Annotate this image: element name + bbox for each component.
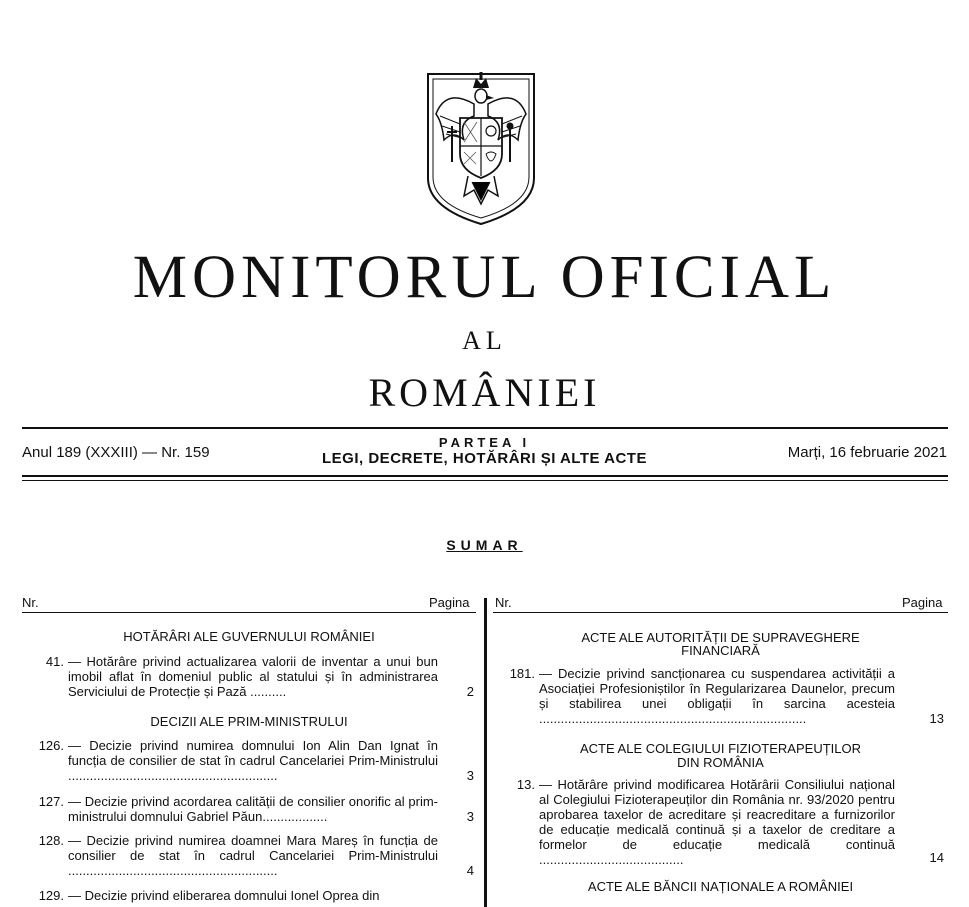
- entry-text: — Hotărâre privind modificarea Hotărârii Consiliului național al Colegiului Fizioterapeuților din România nr. 93/2020 pentru aprobarea taxelor de acreditare și reacreditare a furnizorilor de educație medicală continuă și a taxelor de creditare a formelor de educație medicală continuă ........................................: [539, 777, 895, 867]
- entry-number: 13.: [516, 777, 535, 792]
- entry-text: — Decizie privind numirea doamnei Mara Mareș în funcția de consilier de stat în cadrul Cancelariei Prim-Ministrului ..........................................................: [68, 833, 438, 878]
- list-item: [22, 738, 476, 788]
- section-heading-line2: FINANCIARĂ: [681, 643, 760, 658]
- header-rule-bottom-1: [22, 475, 948, 477]
- left-header-rule: [22, 612, 476, 613]
- summary-title: SUMAR: [446, 537, 523, 553]
- left-col-pagina-header: Pagina: [429, 595, 470, 610]
- issue-number: Anul 189 (XXXIII) — Nr. 159: [22, 444, 210, 461]
- entry-page: 13: [929, 711, 944, 726]
- romania-coat-of-arms-icon: [424, 70, 538, 226]
- list-item: [22, 888, 476, 903]
- title-al: AL: [462, 326, 507, 355]
- right-col-pagina-header: Pagina: [902, 595, 943, 610]
- entry-text: — Hotărâre privind actualizarea valorii de inventar a unui bun imobil aflat în domeniul public al statului și în administrarea Serviciului de Protecție și Pază ..........: [68, 654, 438, 699]
- entry-number: 127.: [38, 794, 64, 809]
- column-divider: [484, 598, 487, 907]
- entry-page: 14: [929, 850, 944, 865]
- section-heading: HOTĂRÂRI ALE GUVERNULUI ROMÂNIEI: [123, 629, 375, 644]
- header-rule-bottom-2: [22, 480, 948, 481]
- entry-text: — Decizie privind eliberarea domnului Ionel Oprea din: [68, 888, 380, 903]
- section-heading: ACTE ALE BĂNCII NAȚIONALE A ROMÂNIEI: [587, 879, 854, 894]
- list-item: [22, 654, 476, 704]
- entry-page: 3: [466, 768, 474, 783]
- list-item: [22, 833, 476, 883]
- entry-page: 4: [466, 863, 474, 878]
- entry-number: 126.: [38, 738, 64, 753]
- entry-page: 2: [466, 684, 474, 699]
- entry-text: — Decizie privind acordarea calității de consilier onorific al prim-ministrului domnului Gabriel Păun..................: [68, 794, 438, 824]
- title-romaniei: ROMÂNIEI: [368, 370, 601, 415]
- entry-text: — Decizie privind numirea domnului Ion Alin Dan Ignat în funcția de consilier de stat în cadrul Cancelariei Prim-Ministrului ..........................................................: [68, 738, 438, 783]
- left-col-nr-header: Nr.: [22, 595, 39, 610]
- list-item: [22, 794, 476, 828]
- issue-date: Marți, 16 februarie 2021: [787, 444, 947, 461]
- right-header-rule: [493, 612, 948, 613]
- part-label: PARTEA I: [438, 435, 531, 450]
- entry-number: 181.: [509, 666, 535, 681]
- entry-number: 41.: [45, 654, 64, 669]
- entry-number: 129.: [38, 888, 64, 903]
- part-subtitle: LEGI, DECRETE, HOTĂRÂRI ȘI ALTE ACTE: [322, 450, 647, 467]
- section-heading-line1: ACTE ALE COLEGIULUI FIZIOTERAPEUȚILOR: [579, 741, 861, 756]
- header-rule-top: [22, 427, 948, 429]
- section-heading-line1: ACTE ALE AUTORITĂȚII DE SUPRAVEGHERE: [581, 630, 860, 645]
- section-heading-line2: DIN ROMÂNIA: [677, 755, 764, 770]
- right-col-nr-header: Nr.: [495, 595, 512, 610]
- entry-number: 128.: [38, 833, 64, 848]
- list-item: [493, 666, 948, 728]
- list-item: [493, 777, 948, 869]
- newspaper-title: MONITORUL OFICIAL: [132, 244, 837, 311]
- entry-page: 3: [466, 809, 474, 824]
- entry-text: — Decizie privind sancționarea cu suspendarea activității a Asociației Profesioniștilor în Regularizarea Daunelor, precum și stabilirea unei obligații în sarcina acesteia ..........................................................................: [539, 666, 895, 726]
- section-heading: DECIZII ALE PRIM-MINISTRULUI: [150, 714, 348, 729]
